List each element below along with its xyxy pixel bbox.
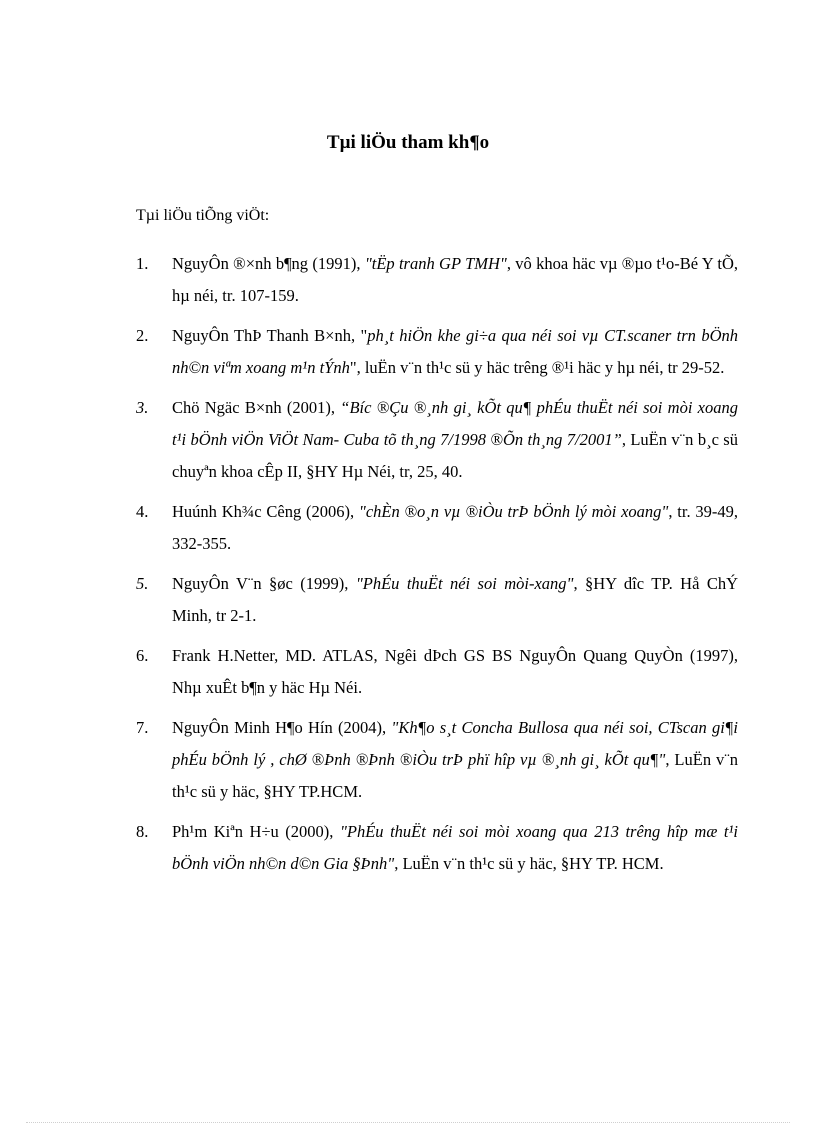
reference-authors: NguyÔn ThÞ Thanh B×nh, "	[172, 326, 368, 345]
reference-title: "Kh¶o s¸t Concha Bullosa qua néi soi, CTscan gi¶i phÉu bÖnh lý , chØ ®Þnh ®Þnh ®iÒu trÞ phï hîp vµ ®¸nh gi¸ kÕt qu¶"	[172, 718, 739, 769]
reference-authors: Chö Ngäc B×nh (2001),	[172, 398, 341, 417]
reference-number: 4.	[136, 502, 149, 521]
reference-source: , LuËn v¨n th¹c sü y häc, §HY TP.HCM.	[172, 750, 739, 801]
section-heading: Tµi liÖu tiÕng viÖt:	[136, 207, 270, 224]
reference-item	[136, 248, 738, 312]
reference-authors: NguyÔn ®×nh b¶ng (1991),	[172, 254, 365, 273]
reference-number: 1.	[136, 254, 149, 273]
reference-number: 8.	[136, 822, 149, 841]
reference-item	[136, 320, 738, 384]
reference-number: 2.	[136, 326, 149, 345]
reference-source: , tr. 39-49, 332-355.	[172, 502, 738, 553]
reference-source: ", luËn v¨n th¹c sü y häc trêng ®¹i häc y hµ néi, tr 29-52.	[349, 358, 725, 377]
reference-title: “Bíc ®Çu ®¸nh gi¸ kÕt qu¶ phÉu thuËt néi soi mòi xoang t¹i bÖnh viÖn ViÖt Nam- Cuba tõ th¸ng 7/1998 ®Õn th¸ng 7/2001”	[172, 398, 738, 449]
reference-number: 3.	[136, 398, 149, 417]
reference-number: 6.	[136, 646, 149, 665]
reference-number: 7.	[136, 718, 149, 737]
reference-title: "PhÉu thuËt néi soi mòi xoang qua 213 trêng hîp mæ t¹i bÖnh viÖn nh©n d©n Gia §Þnh"	[172, 822, 738, 873]
reference-item	[136, 712, 738, 808]
page-title: Tµi liÖu tham kh¶o	[326, 132, 490, 153]
reference-authors: Huúnh Kh¾c Cêng (2006),	[172, 502, 359, 521]
reference-authors: NguyÔn V¨n §øc (1999),	[172, 574, 356, 593]
reference-authors: Frank H.Netter, MD. ATLAS, Ngêi dÞch GS BS NguyÔn Quang QuyÒn (1997), Nhµ xuÊt b¶n y häc Hµ Néi.	[172, 646, 738, 697]
reference-source: , LuËn v¨n th¹c sü y häc, §HY TP. HCM.	[394, 854, 664, 873]
reference-authors: NguyÔn Minh H¶o Hín (2004),	[172, 718, 392, 737]
reference-item	[136, 816, 738, 880]
reference-title: ph¸t hiÖn khe gi÷a qua néi soi vµ CT.scaner trn bÖnh nh©n viªm xoang m¹n tÝnh	[172, 326, 738, 377]
reference-item	[136, 392, 738, 488]
reference-title: "chÈn ®o¸n vµ ®iÒu trÞ bÖnh lý mòi xoang"	[358, 502, 669, 521]
reference-title: "PhÉu thuËt néi soi mòi-xang"	[355, 574, 574, 593]
reference-title: "tËp tranh GP TMH"	[364, 254, 507, 273]
reference-number: 5.	[136, 574, 149, 593]
reference-item	[136, 496, 738, 560]
reference-source: , vô khoa häc vµ ®µo t¹o-Bé Y tÕ, hµ néi, tr. 107-159.	[172, 254, 738, 305]
reference-item	[136, 568, 738, 632]
reference-authors: Ph¹m Kiªn H÷u (2000),	[172, 822, 340, 841]
reference-list	[136, 248, 738, 888]
reference-source: , §HY dîc TP. Hå ChÝ Minh, tr 2-1.	[172, 574, 738, 625]
reference-item	[136, 640, 738, 704]
reference-source: , LuËn v¨n b¸c sü chuyªn khoa cÊp II, §HY Hµ Néi, tr, 25, 40.	[172, 430, 738, 481]
